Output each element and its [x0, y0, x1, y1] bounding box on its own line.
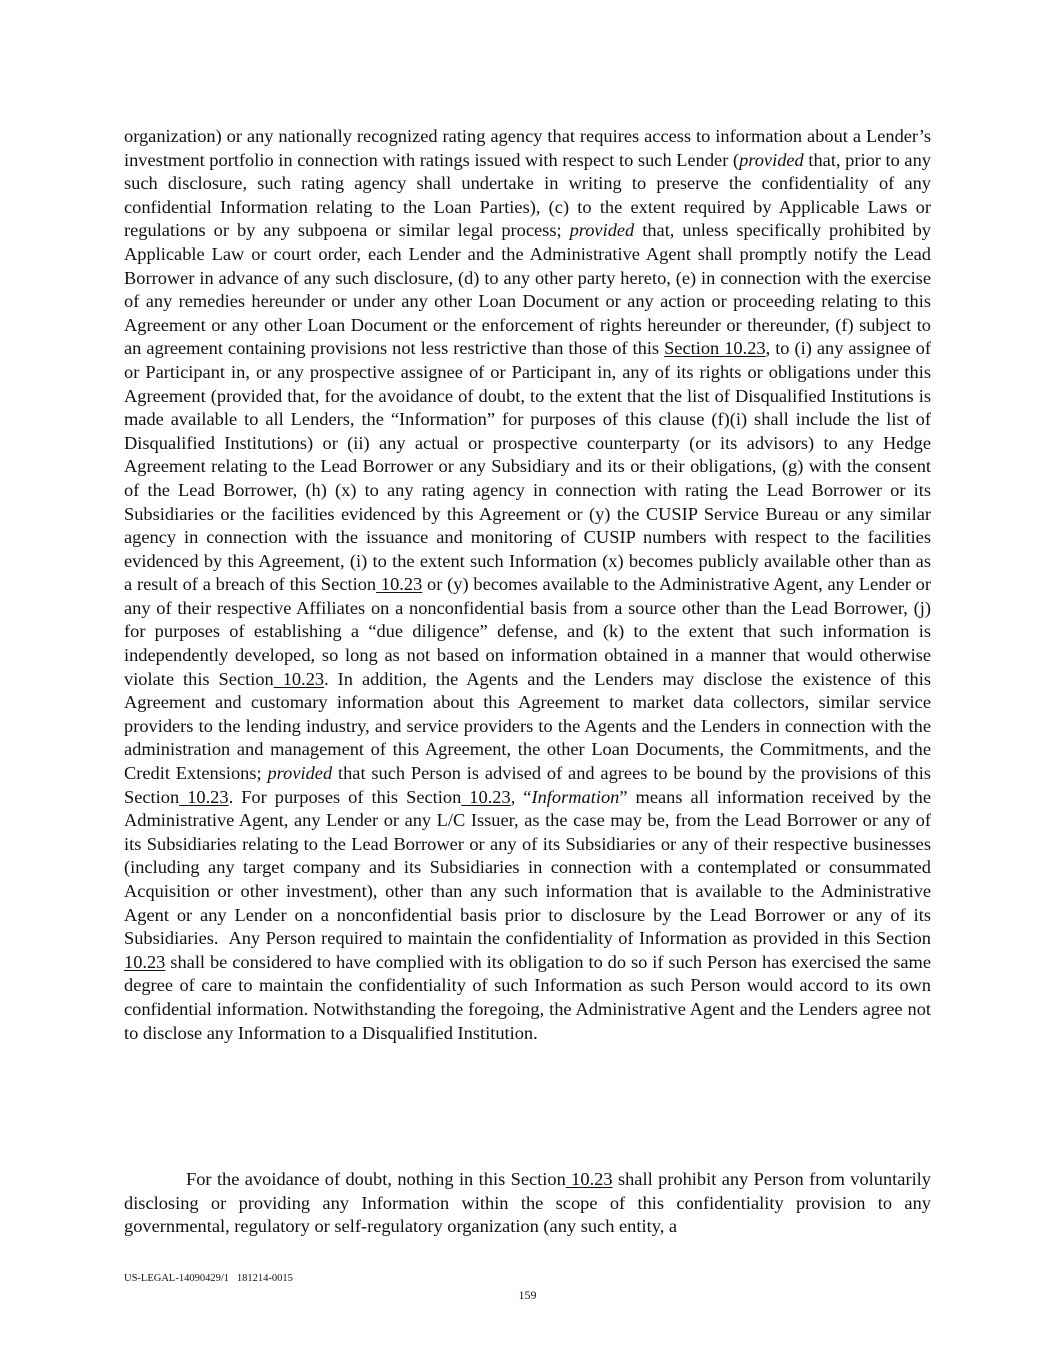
text-run: , to (i) any assignee of or Participant in, or any prospective assignee of or Participant in, any of its rights or obligations under this Agreement (provided that, for the avoidance of doubt, to the extent that the list of Disqualified Institutions is made available to all Lenders, the “Information” for purposes of this clause (f)(i) shall include the list of Disqualified Institutions) or (ii) any actual or prospective counterparty (or its advisors) to any Hedge Agreement relating to the Lead Borrower or any Subsidiary and its or their obligations, (g) with the consent of the Lead Borrower, (h) (x) to any rating agency in connection with rating the Lead Borrower or its Subsidiaries or the facilities evidenced by this Agreement or (y) the CUSIP Service Bureau or any similar agency in connection with the issuance and monitoring of CUSIP numbers with respect to the facilities evidenced by this Agreement, (i) to the extent such Information (x) becomes publicly available other than as a result of a breach of this Section: [124, 338, 931, 595]
text-run: that such Person is advised of and agrees to be bound by the provisions of this Section: [124, 763, 932, 807]
section-reference: 10.23: [273, 668, 325, 689]
body-paragraph-1: [124, 125, 931, 1045]
text-run: organization) or any nationally recognized rating agency that requires access to information about a Lender’s investment portfolio in connection with ratings issued with respect to such Lender (: [124, 126, 931, 170]
text-run: shall prohibit any Person from voluntarily disclosing or providing any Information within the scope of this confidentiality provision to any governmental, regulatory or self-regulatory organization (any such entity, a: [124, 1169, 931, 1237]
section-reference: 10.23: [179, 786, 229, 807]
section-reference: 10.23: [124, 951, 166, 972]
text-run: For the avoidance of doubt, nothing in this Section: [186, 1169, 566, 1189]
section-reference: 10.23: [376, 574, 423, 595]
text-run: that, unless specifically prohibited by Applicable Law or court order, each Lender and the Administrative Agent shall promptly notify the Lead Borrower in advance of any such disclosure, (d) to any other party hereto, (e) in connection with the exercise of any remedies hereunder or under any other Loan Document or any action or proceeding relating to this Agreement or any other Loan Document or the enforcement of rights hereunder or thereunder, (f) subject to an agreement containing provisions not less restrictive than those of this: [124, 220, 932, 359]
text-run: that, prior to any such disclosure, such rating agency shall undertake in writing to preserve the confidentiality of any confidential Information relating to the Loan Parties), (c) to the extent required by Applicable Laws or regulations or by any subpoena or similar legal process;: [124, 149, 931, 241]
body-paragraph-2: [124, 1168, 931, 1239]
document-id-footer: US-LEGAL-14090429/1 181214-0015: [124, 1273, 293, 1284]
section-reference: 10.23: [565, 1169, 613, 1189]
text-run: . For purposes of this Section: [228, 786, 462, 807]
emphasis-text: provided: [569, 220, 635, 241]
emphasis-text: provided: [267, 763, 333, 784]
emphasis-text: provided: [739, 149, 804, 170]
page-number: 159: [518, 1288, 537, 1302]
emphasis-text: Information: [531, 786, 620, 807]
text-run: . In addition, the Agents and the Lenders may disclose the existence of this Agreement and customary information about this Agreement to market data collectors, similar service providers to the lending industry, and service providers to the Agents and the Lenders in connection with the administration and management of this Agreement, the other Loan Documents, the Commitments, and the Credit Extensions;: [124, 668, 931, 784]
text-run: , “: [510, 786, 532, 807]
text-run: shall be considered to have complied with its obligation to do so if such Person has exercised the same degree of care to maintain the confidentiality of such Information as such Person would accord to its own confidential information. Notwithstanding the foregoing, the Administrative Agent and the Lenders agree not to disclose any Information to a Disqualified Institution.: [124, 951, 931, 1043]
section-reference: Section 10.23: [664, 338, 766, 359]
text-run: ” means all information received by the Administrative Agent, any Lender or any L/C Issuer, as the case may be, from the Lead Borrower or any of its Subsidiaries relating to the Lead Borrower or any of its Subsidiaries or any of their respective businesses (including any target company and its Subsidiaries in connection with a contemplated or consummated Acquisition or other investment), other than any such information that is available to the Administrative Agent or any Lender on a nonconfidential basis prior to disclosure by the Lead Borrower or any of its Subsidiaries. Any Person required to maintain the confidentiality of Information as provided in this Section: [124, 786, 931, 949]
text-run: or (y) becomes available to the Administrative Agent, any Lender or any of their respective Affiliates on a nonconfidential basis from a source other than the Lead Borrower, (j) for purposes of establishing a “due diligence” defense, and (k) to the extent that such information is independently developed, so long as not based on information obtained in a manner that would otherwise violate this Section: [124, 574, 931, 689]
section-reference: 10.23: [461, 786, 511, 807]
